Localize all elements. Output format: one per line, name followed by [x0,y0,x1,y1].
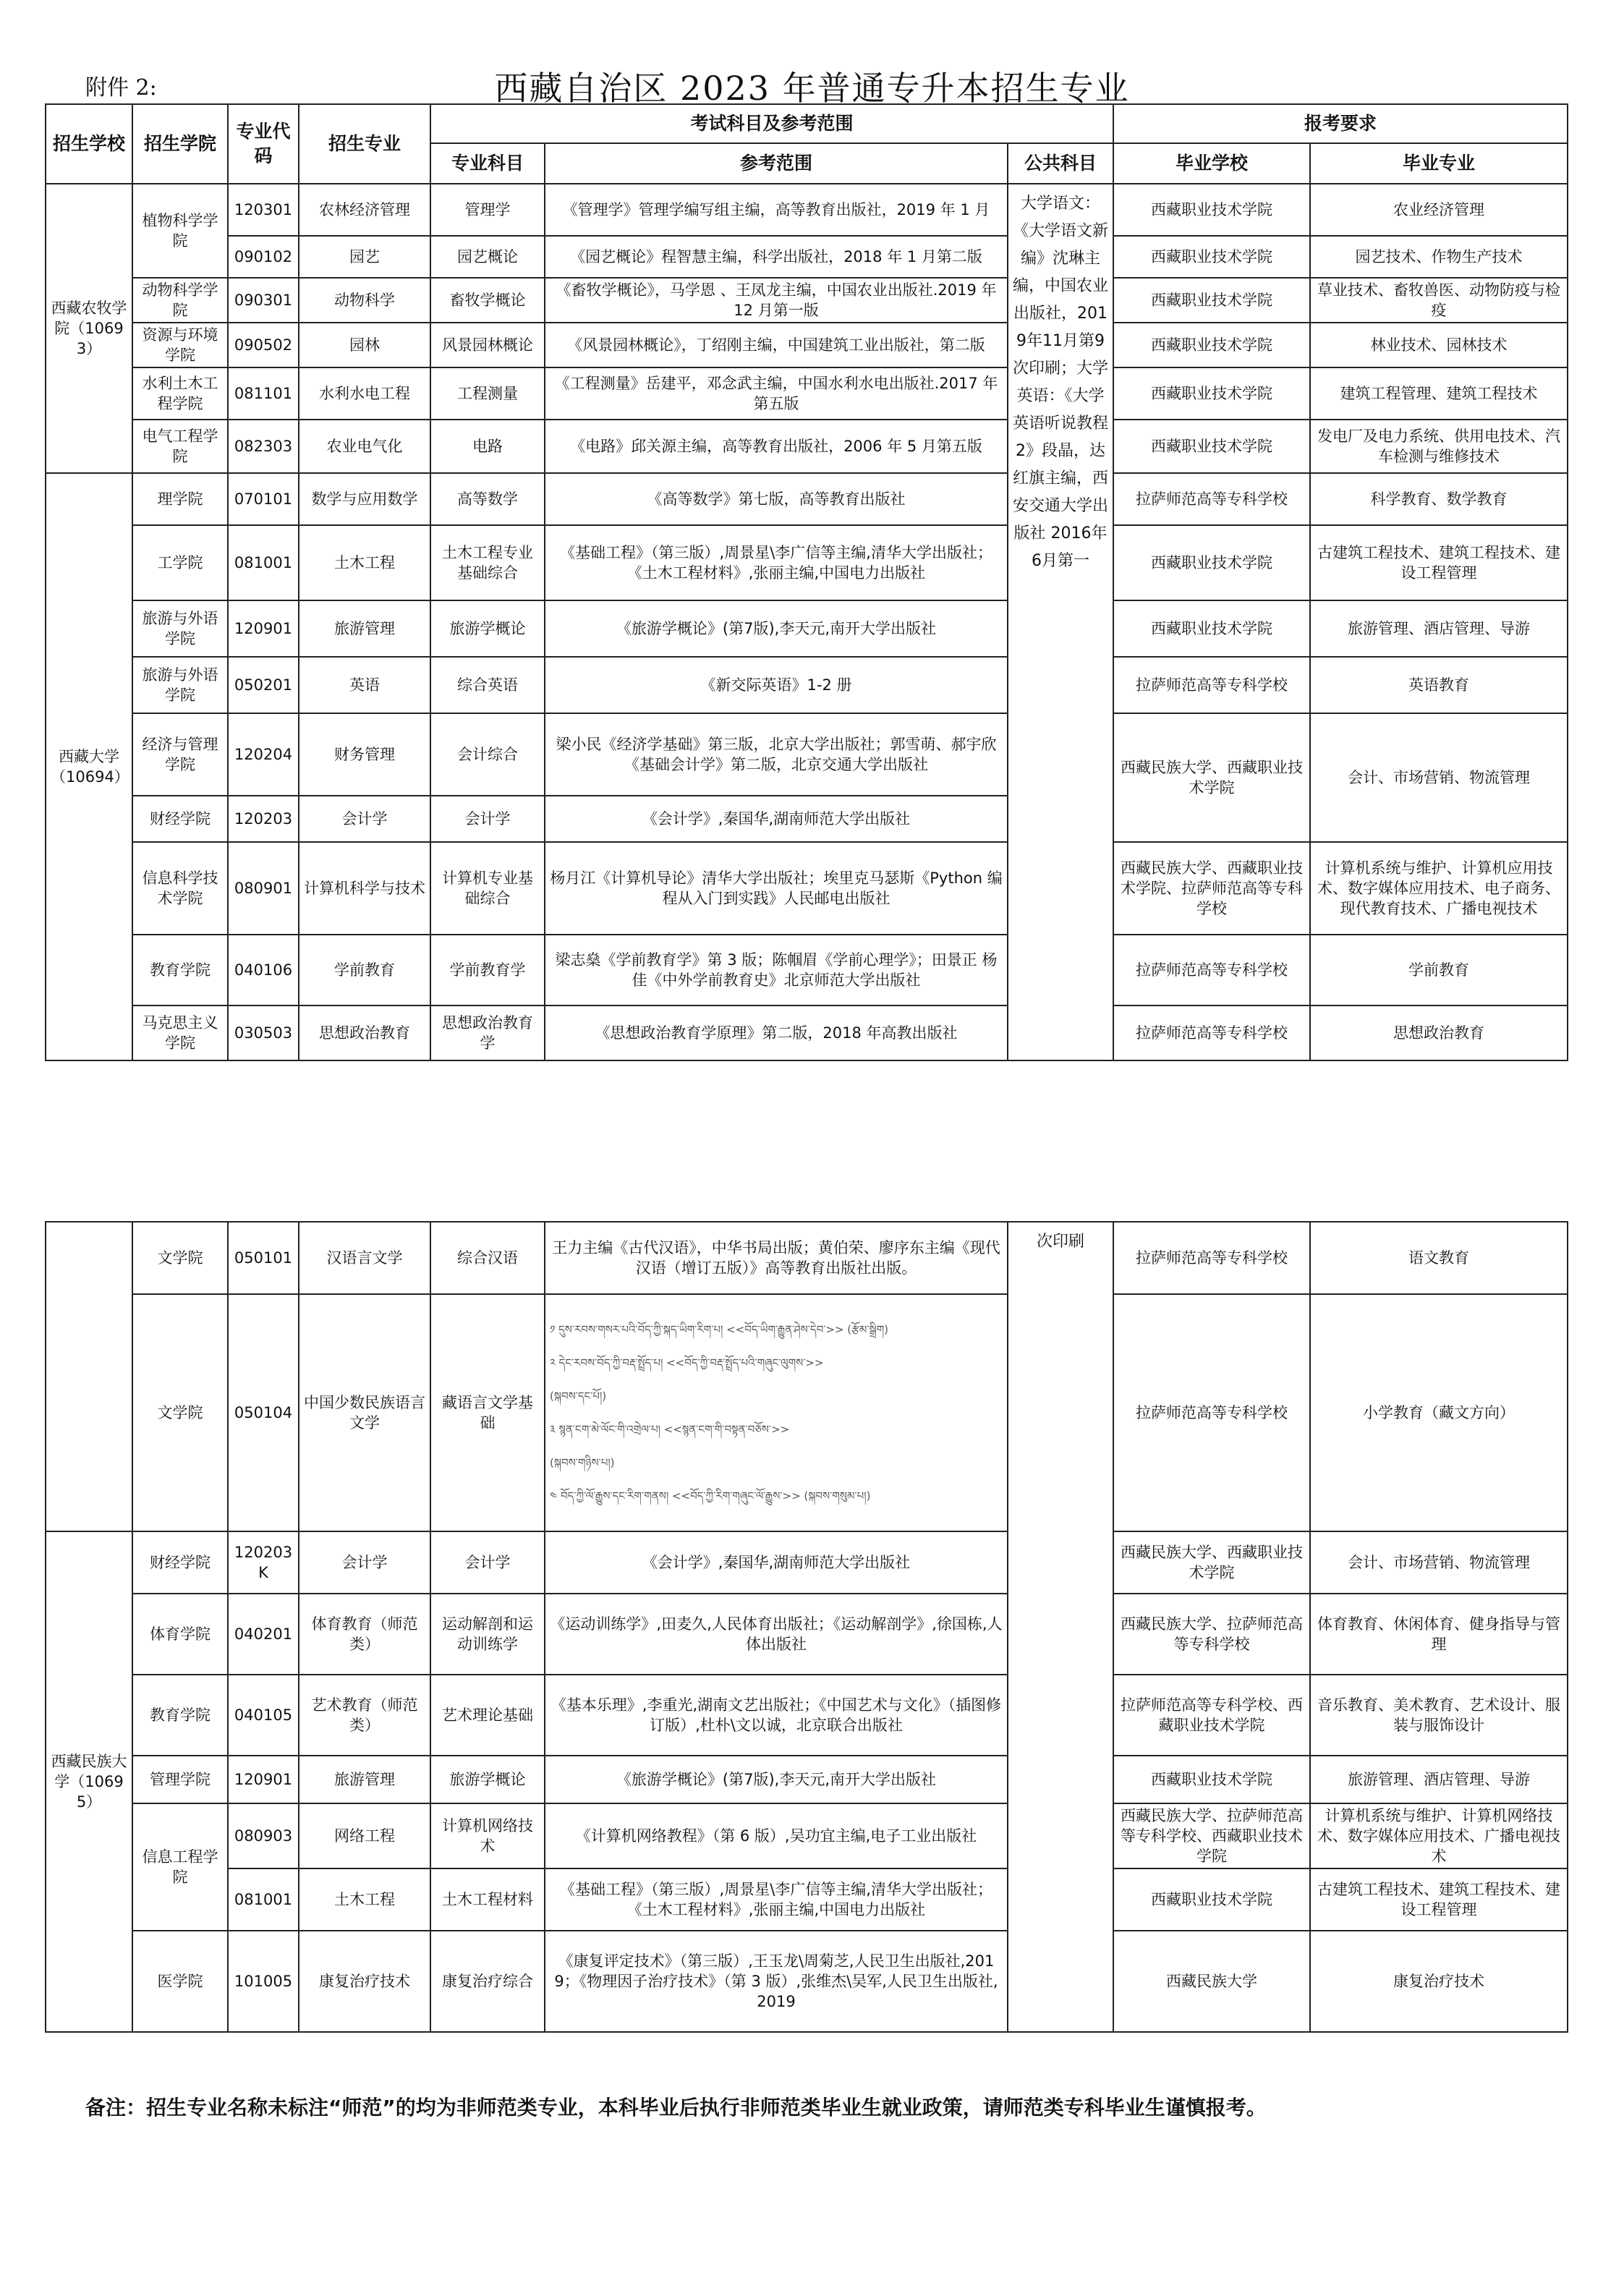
college-name: 水利土木工程学院 [132,367,228,420]
school-name: 西藏民族大学（10695） [46,1531,132,2032]
major-code: 040105 [228,1675,299,1756]
exam-subject: 运动解剖和运动训练学 [430,1594,545,1675]
major-name: 汉语言文学 [299,1222,430,1294]
reference-scope: 《园艺概论》程智慧主编，科学出版社，2018 年 1 月第二版 [545,236,1008,278]
college-name: 资源与环境学院 [132,323,228,367]
header-public: 公共科目 [1008,143,1113,184]
reference-scope: 《会计学》,秦国华,湖南师范大学出版社 [545,1531,1008,1594]
major-code: 120901 [228,600,299,657]
grad-major: 体育教育、休闲体育、健身指导与管理 [1310,1594,1568,1675]
grad-major: 科学教育、数学教育 [1310,473,1568,525]
reference-scope: 梁小民《经济学基础》第三版，北京大学出版社；郭雪萌、郝宇欣《基础会计学》第二版，北京交通大学出版社 [545,713,1008,796]
grad-major: 古建筑工程技术、建筑工程技术、建设工程管理 [1310,1868,1568,1931]
table-row [46,367,1568,420]
exam-subject: 会计综合 [430,713,545,796]
major-code: 040201 [228,1594,299,1675]
major-code: 090102 [228,236,299,278]
header-college: 招生学院 [132,104,228,184]
table-row [46,236,1568,278]
major-name: 康复治疗技术 [299,1931,430,2032]
exam-subject: 综合英语 [430,657,545,713]
college-name: 动物科学学院 [132,278,228,323]
public-subjects: 大学语文：《大学语文新编》沈琳主编，中国农业出版社，2019年11月第9次印刷；大学英语：《大学英语听说教程2》段晶，达红旗主编，西安交通大学出版社 2016年6月第一 [1008,184,1113,1060]
grad-major: 语文教育 [1310,1222,1568,1294]
college-name: 管理学院 [132,1756,228,1803]
reference-scope: 《旅游学概论》(第7版),李天元,南开大学出版社 [545,600,1008,657]
header-grad-school: 毕业学校 [1113,143,1310,184]
major-code: 050201 [228,657,299,713]
grad-school: 西藏职业技术学院 [1113,420,1310,473]
grad-major: 思想政治教育 [1310,1005,1568,1060]
major-name: 网络工程 [299,1803,430,1868]
reference-scope: 王力主编《古代汉语》，中华书局出版；黄伯荣、廖序东主编《现代汉语（增订五版）》高等教育出版社出版。 [545,1222,1008,1294]
major-code: 081001 [228,525,299,600]
grad-major: 发电厂及电力系统、供用电技术、汽车检测与维修技术 [1310,420,1568,473]
grad-school: 西藏职业技术学院 [1113,367,1310,420]
major-name: 农业电气化 [299,420,430,473]
major-name: 水利水电工程 [299,367,430,420]
reference-scope: 杨月江《计算机导论》清华大学出版社；埃里克马瑟斯《Python 编程从入门到实践》人民邮电出版社 [545,842,1008,935]
grad-school: 拉萨师范高等专科学校 [1113,1222,1310,1294]
grad-school: 拉萨师范高等专科学校 [1113,473,1310,525]
reference-scope: 《新交际英语》1-2 册 [545,657,1008,713]
college-name: 理学院 [132,473,228,525]
exam-subject: 思想政治教育学 [430,1005,545,1060]
table-row [46,1868,1568,1931]
major-code: 090502 [228,323,299,367]
major-name: 动物科学 [299,278,430,323]
exam-subject: 旅游学概论 [430,600,545,657]
grad-school: 西藏民族大学、西藏职业技术学院 [1113,1531,1310,1594]
college-name: 体育学院 [132,1594,228,1675]
table-row [46,1931,1568,2032]
reference-scope [545,1294,1008,1531]
major-code: 070101 [228,473,299,525]
major-code: 030503 [228,1005,299,1060]
reference-scope: 《计算机网络教程》（第 6 版）,吴功宜主编,电子工业出版社 [545,1803,1008,1868]
exam-subject: 工程测量 [430,367,545,420]
major-name: 学前教育 [299,935,430,1005]
header-exam-group: 考试科目及参考范围 [430,104,1113,143]
header-requirements-group: 报考要求 [1113,104,1568,143]
table-row [46,657,1568,713]
major-code: 120204 [228,713,299,796]
reference-scope: 《基础工程》（第三版）,周景星\李广信等主编,清华大学出版社；《土木工程材料》,张丽主编,中国电力出版社 [545,1868,1008,1931]
school-name: 西藏大学（10694） [46,473,132,1060]
exam-subject: 计算机网络技术 [430,1803,545,1868]
tibetan-reference-line: ༢ དེང་རབས་བོད་ཀྱི་བརྡ་སྤྲོད་པ། <<བོད་ཀྱི་བརྡ་སྤྲོད་པའི་གཞུང་ལུགས་>> [550,1356,824,1369]
school-name: 西藏农牧学院（10693） [46,184,132,473]
exam-subject: 畜牧学概论 [430,278,545,323]
grad-major: 英语教育 [1310,657,1568,713]
table-body-part2 [46,1222,1568,2032]
table-row [46,1756,1568,1803]
exam-subject: 电路 [430,420,545,473]
grad-school: 西藏民族大学 [1113,1931,1310,2032]
college-name: 教育学院 [132,1675,228,1756]
college-name: 信息科学技术学院 [132,842,228,935]
exam-subject: 会计学 [430,1531,545,1594]
header-subject: 专业科目 [430,143,545,184]
college-name: 旅游与外语学院 [132,600,228,657]
exam-subject: 高等数学 [430,473,545,525]
grad-school: 西藏职业技术学院 [1113,323,1310,367]
table-row [46,1531,1568,1594]
grad-school: 西藏职业技术学院 [1113,236,1310,278]
college-name: 经济与管理学院 [132,713,228,796]
exam-subject: 园艺概论 [430,236,545,278]
table-row [46,600,1568,657]
exam-subject: 旅游学概论 [430,1756,545,1803]
college-name: 医学院 [132,1931,228,2032]
grad-major: 古建筑工程技术、建筑工程技术、建设工程管理 [1310,525,1568,600]
major-name: 英语 [299,657,430,713]
grad-major: 草业技术、畜牧兽医、动物防疫与检疫 [1310,278,1568,323]
grad-major: 音乐教育、美术教育、艺术设计、服装与服饰设计 [1310,1675,1568,1756]
table-row [46,1005,1568,1060]
major-code: 050104 [228,1294,299,1531]
college-name: 财经学院 [132,796,228,842]
exam-subject: 计算机专业基础综合 [430,842,545,935]
major-code: 080903 [228,1803,299,1868]
grad-major: 会计、市场营销、物流管理 [1310,1531,1568,1594]
college-name: 财经学院 [132,1531,228,1594]
grad-major: 康复治疗技术 [1310,1931,1568,2032]
grad-major: 园艺技术、作物生产技术 [1310,236,1568,278]
header-reference: 参考范围 [545,143,1008,184]
reference-scope: 《运动训练学》,田麦久,人民体育出版社；《运动解剖学》,徐国栋,人体出版社 [545,1594,1008,1675]
major-code: 120901 [228,1756,299,1803]
header-grad-major: 毕业专业 [1310,143,1568,184]
tibetan-reference-line: ༡ དུས་རབས་གསར་པའི་བོད་ཀྱི་སྐད་ཡིག་རིག་པ། <<བོད་ཡིག་རྒྱུན་ཤེས་དེབ་>> (རྩོམ་སྒྲིག) [550,1323,889,1336]
header-school: 招生学校 [46,104,132,184]
major-code: 101005 [228,1931,299,2032]
major-code: 120203K [228,1531,299,1594]
reference-scope: 《管理学》管理学编写组主编，高等教育出版社，2019 年 1 月 [545,184,1008,236]
college-name: 植物科学学院 [132,184,228,278]
exam-subject: 综合汉语 [430,1222,545,1294]
major-name: 旅游管理 [299,600,430,657]
major-name: 体育教育（师范类） [299,1594,430,1675]
reference-scope: 《畜牧学概论》，马学恩 、王凤龙主编，中国农业出版社.2019 年 12 月第一版 [545,278,1008,323]
major-name: 会计学 [299,796,430,842]
reference-scope: 《工程测量》岳建平，邓念武主编，中国水利水电出版社.2017 年第五版 [545,367,1008,420]
grad-major: 建筑工程管理、建筑工程技术 [1310,367,1568,420]
major-name: 思想政治教育 [299,1005,430,1060]
table-row [46,278,1568,323]
admissions-table-part1 [45,103,1568,1061]
grad-school: 西藏职业技术学院 [1113,1868,1310,1931]
tibetan-reference-line: ༤ བོད་ཀྱི་ལོ་རྒྱུས་དང་རིག་གནས། <<བོད་ཀྱི་རིག་གཞུང་ལོ་རྒྱུས་>> (སྐབས་གསུམ་པ།) [550,1489,871,1502]
major-name: 艺术教育（师范类） [299,1675,430,1756]
exam-subject: 学前教育学 [430,935,545,1005]
major-name: 土木工程 [299,525,430,600]
grad-school: 拉萨师范高等专科学校、西藏职业技术学院 [1113,1675,1310,1756]
table-body-part1 [46,184,1568,1060]
table-row [46,1222,1568,1294]
major-name: 财务管理 [299,713,430,796]
header-code: 专业代码 [228,104,299,184]
tibetan-reference-line: (སྐབས་གཉིས་པ།) [550,1456,615,1469]
table-row [46,525,1568,600]
table-row [46,1594,1568,1675]
grad-major: 旅游管理、酒店管理、导游 [1310,1756,1568,1803]
major-name: 中国少数民族语言文学 [299,1294,430,1531]
grad-major: 林业技术、园林技术 [1310,323,1568,367]
college-name: 教育学院 [132,935,228,1005]
grad-school: 拉萨师范高等专科学校 [1113,1294,1310,1531]
reference-scope: 梁志燊《学前教育学》第 3 版；陈帼眉《学前心理学》；田景正 杨佳《中外学前教育史》北京师范大学出版社 [545,935,1008,1005]
exam-subject: 康复治疗综合 [430,1931,545,2032]
major-name: 园林 [299,323,430,367]
reference-scope: 《思想政治教育学原理》第二版，2018 年高教出版社 [545,1005,1008,1060]
college-name: 工学院 [132,525,228,600]
exam-subject: 风景园林概论 [430,323,545,367]
reference-scope: 《会计学》,秦国华,湖南师范大学出版社 [545,796,1008,842]
admissions-table-part2 [45,1221,1568,2033]
reference-scope: 《基础工程》（第三版）,周景星\李广信等主编,清华大学出版社；《土木工程材料》,张丽主编,中国电力出版社 [545,525,1008,600]
table-row [46,1803,1568,1868]
exam-subject: 艺术理论基础 [430,1675,545,1756]
table-row [46,842,1568,935]
table-row [46,713,1568,796]
grad-major: 小学教育（藏文方向） [1310,1294,1568,1531]
table-row [46,184,1568,236]
major-code: 081101 [228,367,299,420]
reference-scope: 《康复评定技术》（第三版）,王玉龙\周菊芝,人民卫生出版社,2019；《物理因子治疗技术》（第 3 版）,张维杰\吴军,人民卫生出版社,2019 [545,1931,1008,2032]
footnote: 备注：招生专业名称未标注“师范”的均为非师范类专业，本科毕业后执行非师范类毕业生就业政策，请师范类专科毕业生谨慎报考。 [85,2096,1267,2119]
grad-school: 西藏职业技术学院 [1113,184,1310,236]
college-name: 文学院 [132,1222,228,1294]
major-code: 090301 [228,278,299,323]
grad-major: 计算机系统与维护、计算机应用技术、数字媒体应用技术、电子商务、现代教育技术、广播电视技术 [1310,842,1568,935]
grad-school: 拉萨师范高等专科学校 [1113,935,1310,1005]
major-code: 040106 [228,935,299,1005]
grad-school: 西藏民族大学、拉萨师范高等专科学校 [1113,1594,1310,1675]
college-name: 文学院 [132,1294,228,1531]
grad-school: 西藏职业技术学院 [1113,525,1310,600]
table-row [46,323,1568,367]
grad-school: 西藏职业技术学院 [1113,600,1310,657]
grad-school: 西藏民族大学、拉萨师范高等专科学校、西藏职业技术学院 [1113,1803,1310,1868]
exam-subject: 藏语言文学基础 [430,1294,545,1531]
reference-scope: 《基本乐理》,李重光,湖南文艺出版社；《中国艺术与文化》（插图修订版）,杜朴\文以诚，北京联合出版社 [545,1675,1008,1756]
table-row [46,1294,1568,1531]
tibetan-reference-line: (སྐབས་དང་པོ།) [550,1390,607,1403]
major-name: 数学与应用数学 [299,473,430,525]
major-code: 050101 [228,1222,299,1294]
major-code: 082303 [228,420,299,473]
grad-school: 拉萨师范高等专科学校 [1113,1005,1310,1060]
exam-subject: 土木工程专业基础综合 [430,525,545,600]
grad-school: 西藏民族大学、西藏职业技术学院 [1113,713,1310,842]
reference-scope: 《高等数学》第七版，高等教育出版社 [545,473,1008,525]
major-code: 080901 [228,842,299,935]
page-title: 西藏自治区 2023 年普通专升本招生专业 [494,69,1130,108]
college-name: 旅游与外语学院 [132,657,228,713]
major-name: 会计学 [299,1531,430,1594]
major-code: 081001 [228,1868,299,1931]
major-name: 土木工程 [299,1868,430,1931]
exam-subject: 管理学 [430,184,545,236]
grad-school: 拉萨师范高等专科学校 [1113,657,1310,713]
major-name: 园艺 [299,236,430,278]
college-name: 马克思主义学院 [132,1005,228,1060]
table-row [46,420,1568,473]
college-name: 信息工程学院 [132,1803,228,1931]
exam-subject: 土木工程材料 [430,1868,545,1931]
grad-major: 会计、市场营销、物流管理 [1310,713,1568,842]
major-code: 120301 [228,184,299,236]
grad-school: 西藏职业技术学院 [1113,278,1310,323]
grad-school: 西藏职业技术学院 [1113,1756,1310,1803]
table-row [46,473,1568,525]
school-name-continued [46,1222,132,1531]
reference-scope: 《旅游学概论》(第7版),李天元,南开大学出版社 [545,1756,1008,1803]
grad-major: 农业经济管理 [1310,184,1568,236]
table-row [46,935,1568,1005]
exam-subject: 会计学 [430,796,545,842]
reference-scope: 《风景园林概论》，丁绍刚主编，中国建筑工业出版社，第二版 [545,323,1008,367]
header-major: 招生专业 [299,104,430,184]
public-subjects-continued: 次印刷 [1008,1222,1113,2032]
grad-major: 旅游管理、酒店管理、导游 [1310,600,1568,657]
grad-school: 西藏民族大学、西藏职业技术学院、拉萨师范高等专科学校 [1113,842,1310,935]
major-name: 农林经济管理 [299,184,430,236]
table-row [46,1675,1568,1756]
college-name: 电气工程学院 [132,420,228,473]
attachment-label: 附件 2: [85,75,157,101]
grad-major: 学前教育 [1310,935,1568,1005]
grad-major: 计算机系统与维护、计算机网络技术、数字媒体应用技术、广播电视技术 [1310,1803,1568,1868]
major-code: 120203 [228,796,299,842]
tibetan-reference-line: ༣ སྙན་ངག་མེ་ལོང་གི་འགྲེལ་པ། <<སྙན་ངག་གི་བསྟན་བཅོས་>> [550,1423,790,1436]
major-name: 旅游管理 [299,1756,430,1803]
major-name: 计算机科学与技术 [299,842,430,935]
reference-scope: 《电路》邱关源主编，高等教育出版社，2006 年 5 月第五版 [545,420,1008,473]
